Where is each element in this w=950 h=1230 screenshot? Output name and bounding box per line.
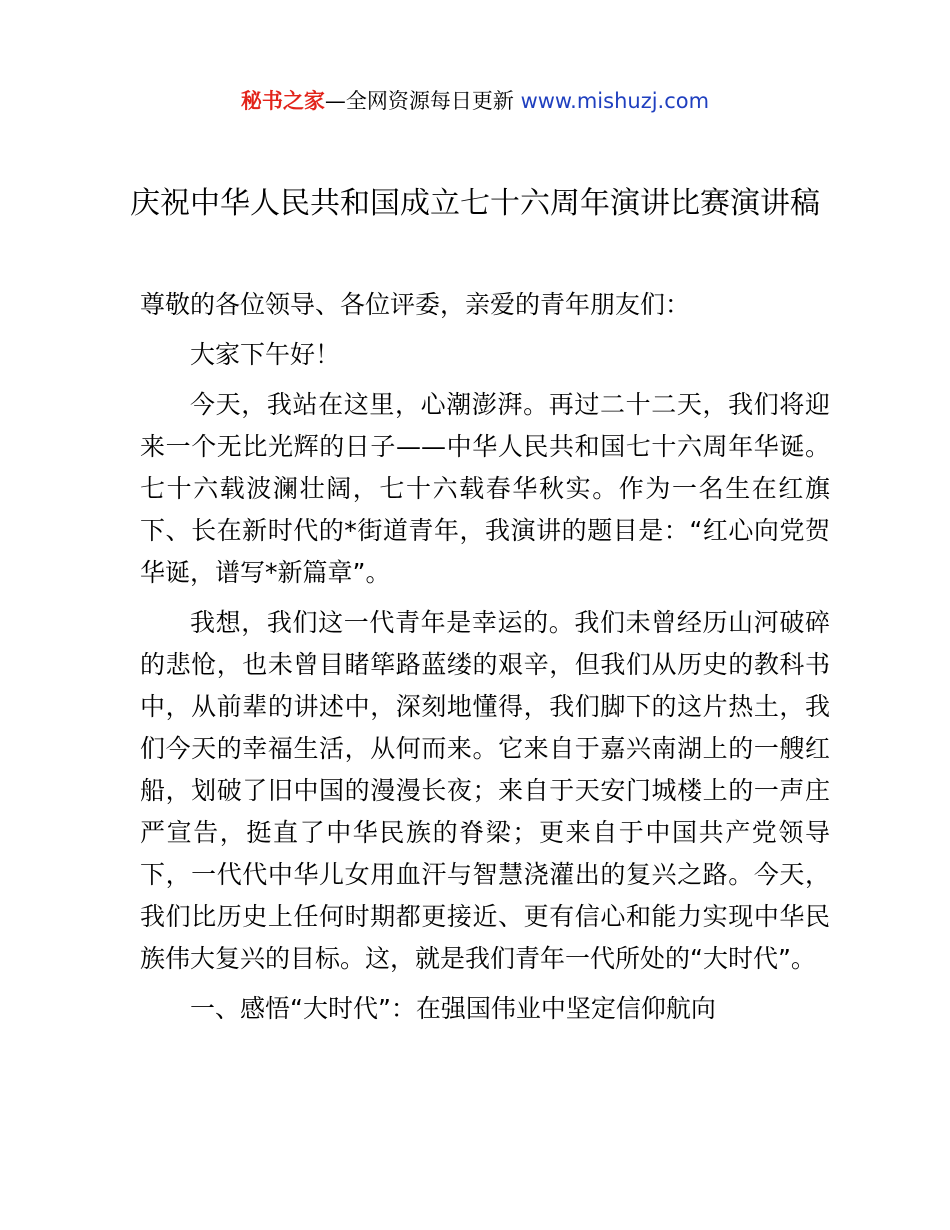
website-link[interactable]: www.mishuzj.com bbox=[520, 89, 710, 113]
paragraph-intro: 今天，我站在这里，心潮澎湃。再过二十二天，我们将迎来一个无比光辉的日子——中华人民共和国七十六周年华诞。七十六载波澜壮阔，七十六载春华秋实。作为一名生在红旗下、长在新时代的*街道青年，我演讲的题目是：“红心向党贺华诞，谱写*新篇章”。 bbox=[140, 390, 830, 587]
paragraph-reflection: 我想，我们这一代青年是幸运的。我们未曾经历山河破碎的悲怆，也未曾目睹筚路蓝缕的艰辛，但我们从历史的教科书中，从前辈的讲述中，深刻地懂得，我们脚下的这片热土，我们今天的幸福生活，从何而来。它来自于嘉兴南湖上的一艘红船，划破了旧中国的漫漫长夜；来自于天安门城楼上的一声庄严宣告，挺直了中华民族的脊梁；更来自于中国共产党领导下，一代代中华儿女用血汗与智慧浇灌出的复兴之路。今天，我们比历史上任何时期都更接近、更有信心和能力实现中华民族伟大复兴的目标。这，就是我们青年一代所处的“大时代”。 bbox=[140, 608, 830, 973]
brand-name: 秘书之家 bbox=[240, 89, 325, 113]
paragraph-greeting: 大家下午好！ bbox=[190, 340, 341, 369]
document-title: 庆祝中华人民共和国成立七十六周年演讲比赛演讲稿 bbox=[130, 186, 820, 221]
document-body bbox=[140, 284, 830, 1030]
section-heading: 一、感悟“大时代”：在强国伟业中坚定信仰航向 bbox=[190, 994, 716, 1023]
salutation: 尊敬的各位领导、各位评委，亲爱的青年朋友们： bbox=[140, 290, 691, 319]
header-slogan: —全网资源每日更新 bbox=[324, 89, 521, 113]
site-header bbox=[0, 86, 950, 116]
